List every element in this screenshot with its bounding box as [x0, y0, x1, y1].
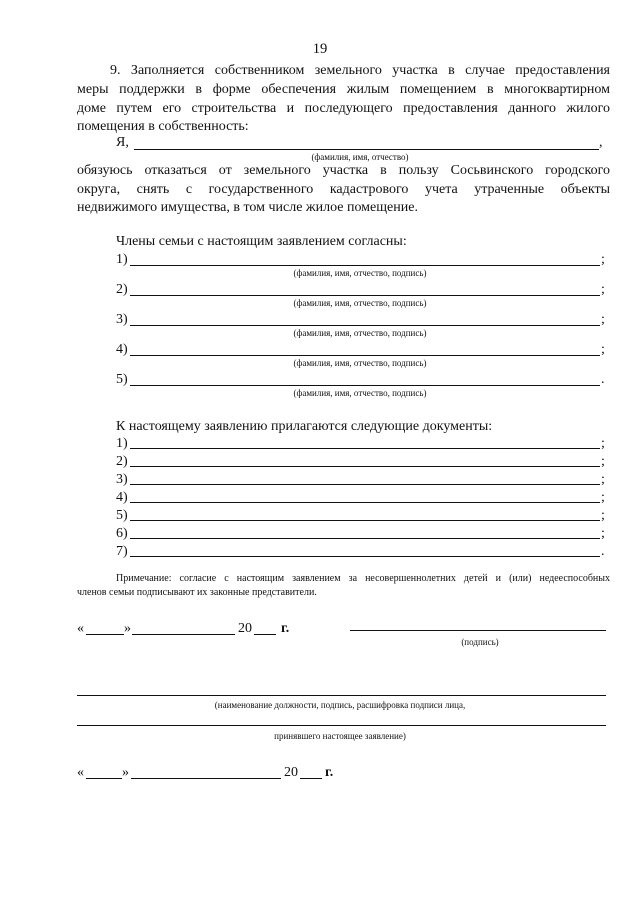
- document-item-number: 2): [116, 454, 128, 469]
- declarant-caption: (фамилия, имя, отчество): [311, 152, 409, 162]
- document-item-number: 7): [116, 544, 128, 559]
- family-item-caption: (фамилия, имя, отчество, подпись): [293, 298, 427, 308]
- declarant-name-field[interactable]: [134, 149, 599, 150]
- official-caption-1: (наименование должности, подпись, расшифровка подписи лица,: [214, 700, 466, 710]
- document-item-number: 1): [116, 436, 128, 451]
- document-field[interactable]: [130, 520, 600, 521]
- obligation-line-2: округа, снять с государственного кадастрового учета утраченные объекты: [77, 182, 610, 197]
- document-item-end: ;: [601, 490, 605, 505]
- family-item-end: ;: [601, 312, 605, 327]
- date2-open-quote: «: [77, 765, 84, 780]
- family-item-number: 3): [116, 312, 128, 327]
- date2-year-prefix: 20: [284, 765, 298, 780]
- family-member-field[interactable]: [130, 265, 600, 266]
- document-field[interactable]: [130, 538, 600, 539]
- document-item-number: 5): [116, 508, 128, 523]
- section-text-line-2: меры поддержки в форме обеспечения жилым помещением в многоквартирном: [77, 82, 610, 97]
- document-item-end: ;: [601, 472, 605, 487]
- document-field[interactable]: [130, 466, 600, 467]
- documents-heading: К настоящему заявлению прилагаются следующие документы:: [116, 419, 493, 434]
- family-item-end: ;: [601, 252, 605, 267]
- signature-caption: (подпись): [461, 637, 499, 647]
- document-item-end: ;: [601, 526, 605, 541]
- document-item-end: ;: [601, 436, 605, 451]
- signature-field[interactable]: [350, 630, 606, 631]
- note-line-1: Примечание: согласие с настоящим заявлением за несовершеннолетних детей и (или) недееспособных: [116, 573, 610, 584]
- section-text-line-1: 9. Заполняется собственником земельного участка в случае предоставления: [110, 63, 610, 78]
- date1-month-field[interactable]: [132, 634, 235, 635]
- document-field[interactable]: [130, 484, 600, 485]
- document-item-number: 6): [116, 526, 128, 541]
- section-text-line-4: помещения в собственность:: [77, 119, 249, 134]
- family-member-field[interactable]: [130, 295, 600, 296]
- date2-year-suffix: г.: [325, 765, 334, 780]
- family-item-caption: (фамилия, имя, отчество, подпись): [293, 268, 427, 278]
- date2-year-field[interactable]: [300, 778, 322, 779]
- family-heading: Члены семьи с настоящим заявлением согласны:: [116, 234, 407, 249]
- document-field[interactable]: [130, 556, 600, 557]
- obligation-line-1: обязуюсь отказаться от земельного участка в пользу Сосьвинского городского: [77, 163, 610, 178]
- family-member-field[interactable]: [130, 385, 600, 386]
- date2-close-quote: »: [122, 765, 129, 780]
- family-item-caption: (фамилия, имя, отчество, подпись): [293, 388, 427, 398]
- note-line-2: членов семьи подписывают их законные представители.: [77, 587, 317, 598]
- family-item-end: ;: [601, 282, 605, 297]
- page-number: 19: [312, 41, 328, 57]
- family-item-caption: (фамилия, имя, отчество, подпись): [293, 328, 427, 338]
- date2-month-field[interactable]: [131, 778, 281, 779]
- official-field-1[interactable]: [77, 695, 606, 696]
- document-field[interactable]: [130, 448, 600, 449]
- document-item-number: 4): [116, 490, 128, 505]
- family-item-number: 4): [116, 342, 128, 357]
- date1-close-quote: »: [124, 621, 131, 636]
- document-item-end: ;: [601, 508, 605, 523]
- official-caption-2: принявшего настоящее заявление): [274, 731, 406, 741]
- family-item-end: ;: [601, 342, 605, 357]
- section-text-line-3: доме путем его строительства и последующего предоставления данного жилого: [77, 101, 610, 116]
- document-item-end: .: [601, 544, 605, 559]
- obligation-line-3: недвижимого имущества, в том числе жилое помещение.: [77, 200, 418, 215]
- date1-open-quote: «: [77, 621, 84, 636]
- declarant-prefix: Я,: [116, 135, 129, 150]
- declarant-suffix: ,: [599, 135, 603, 150]
- date1-year-field[interactable]: [254, 634, 276, 635]
- document-field[interactable]: [130, 502, 600, 503]
- family-member-field[interactable]: [130, 355, 600, 356]
- date1-year-prefix: 20: [238, 621, 252, 636]
- family-item-end: .: [601, 372, 605, 387]
- family-item-number: 1): [116, 252, 128, 267]
- document-item-number: 3): [116, 472, 128, 487]
- document-item-end: ;: [601, 454, 605, 469]
- family-item-caption: (фамилия, имя, отчество, подпись): [293, 358, 427, 368]
- official-field-2[interactable]: [77, 725, 606, 726]
- family-item-number: 2): [116, 282, 128, 297]
- date1-year-suffix: г.: [281, 621, 290, 636]
- family-member-field[interactable]: [130, 325, 600, 326]
- date1-day-field[interactable]: [86, 634, 124, 635]
- date2-day-field[interactable]: [86, 778, 122, 779]
- family-item-number: 5): [116, 372, 128, 387]
